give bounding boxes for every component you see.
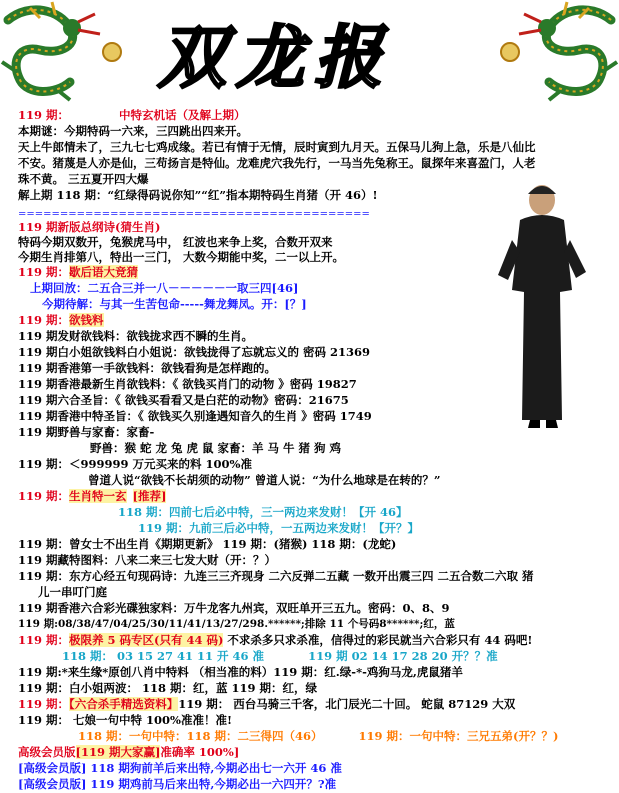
clue-line: 119 期野兽与家畜：家畜-: [18, 425, 155, 439]
poem-line: 特码今期双数开，兔猴虎马中， 红波也来争上奖，合数开双来: [18, 235, 333, 249]
number-line: 118 期： 03 15 27 41 11 开 46 准: [62, 649, 265, 663]
clue-line: 儿一串叮门庭: [38, 585, 107, 599]
issue-label: 119 期：: [18, 313, 70, 327]
answer-line: 解上期 118 期：“红绿得码说你知”“红”指本期特码生肖猪（开 46）!: [18, 188, 378, 202]
clue-line: 119 期： 七娘一句中特 100%准准！准!: [18, 713, 232, 727]
clue-line: 野兽：猴 蛇 龙 兔 虎 鼠 家畜：羊 马 牛 猪 狗 鸡: [90, 441, 342, 455]
right-dragon-icon: [501, 2, 617, 100]
hint-line: 118 期：一句中特：118 期：二三得四（46）: [78, 729, 323, 743]
clue-line: 119 期发财欲钱料：欲钱拢求西不瞬的生肖。: [18, 329, 254, 343]
riddle-line: 今期待解：与其一生苦包命-----舞龙舞凤。开：[？]: [42, 297, 307, 311]
separator: ==========================================: [18, 209, 370, 220]
hint-line: 119 期：九前三后必中特，一五两边来发财！【开？】: [138, 521, 420, 535]
accuracy-label: 准确率 100%]: [160, 745, 240, 759]
issue-label: 119 期：: [18, 489, 70, 503]
clue-line: 119 期藏特图料：八来二来三七发大财（开：？）: [18, 553, 277, 567]
clue-line: 119 期：东方心经五句现码诗：九连三三齐现身 二六反弹二五藏 一数开出震三四 二五合数二六取 猪: [18, 569, 534, 583]
poem-line: 今期生肖排第八，特出一三门， 大数今期能中奖，二一以上开。: [18, 250, 345, 264]
vip-heading: [119 期大家赢]: [75, 745, 161, 759]
poem-line: 不安。猪蔑是人亦是仙，三苟扬言是特仙。龙难虎穴我先行，一马当先兔称王。鼠探年来喜盈门，人老: [18, 156, 536, 170]
clue-line: 119 期六合圣旨：《 欲钱买看看又是白茫的动物》密码：21675: [18, 393, 349, 407]
person-figure: [490, 180, 590, 430]
hint-line: 119 期：一句中特：三兄五弟(开？？): [358, 729, 559, 743]
clue-line: 119 期香港中特圣旨：《 欲钱买久别逢遇知音久的生肖 》密码 1749: [18, 409, 372, 423]
issue-label: 119 期：: [18, 697, 70, 711]
section-heading: 歇后语大竞猜: [69, 265, 139, 279]
vip-label: 高级会员版: [18, 745, 76, 759]
poem-line: 珠不黄。 三五夏开四大爆: [18, 172, 149, 186]
riddle-line: 本期谜：今期特码一六来，三四跳出四来开。: [18, 124, 248, 138]
riddle-line: 上期回放：二五合三并一八－－－－－一取三四[46]: [30, 281, 299, 295]
poem-line: 天上牛郎情未了，三九七七鸡成缘。若已有情于无情，辰时寅到九月天。五保马儿狗上急，乐是八仙比: [18, 140, 536, 154]
issue-label: 119 期：: [18, 633, 70, 647]
clue-line: 119 期香港最新生肖欲钱料：《 欲钱买肖门的动物 》密码 19827: [18, 377, 357, 391]
left-dragon-icon: [2, 2, 121, 100]
vip-line: [高级会员版] 119 期鸡前马后来出特,今期必出一六四开？?准: [18, 777, 337, 791]
section-heading: 欲钱料: [69, 313, 104, 327]
issue-label: 119 期：: [18, 108, 70, 122]
clue-text: 不求杀多只求杀准，信得过的彩民就当六合彩只有 44 码吧!: [223, 633, 533, 647]
recommend-badge: [推荐]: [132, 489, 167, 503]
clue-line: 119 期香港六合彩光碟独家料：万牛龙客九州宾，双旺单开三五九。密码：0、8、9: [18, 601, 450, 615]
clue-line: 119 期：曾女士不出生肖《期期更新》 119 期：(猪猴) 118 期：(龙蛇): [18, 537, 397, 551]
clue-line: 119 期:*来生缘*原创八肖中特料 （相当准的料）119 期：红.绿-*-鸡狗马龙,虎鼠猪羊: [18, 665, 463, 679]
clue-line: 119 期：白小姐两波： 118 期：红，蓝 119 期：红，绿: [18, 681, 318, 695]
clue-line: 119 期香港第一手欲钱料：欲钱看狗是怎样跑的。: [18, 361, 277, 375]
clue-line: 曾道人说“欲钱不长胡须的动物” 曾道人说：“为什么地球是在转的？”: [88, 473, 441, 487]
section-heading: 生肖特一玄: [69, 489, 127, 503]
number-line: 119 期 02 14 17 28 20 开？？准: [308, 649, 498, 663]
section-heading: 中特玄机话（及解上期）: [119, 108, 246, 122]
section-heading: 119 期新版总纲诗(猜生肖): [18, 220, 161, 234]
clue-text: 119 期： 西台马骑三千客，北门辰光二十回。 蛇鼠 87129 大双: [178, 697, 516, 711]
section-heading: 【六合杀手精选资料】: [69, 697, 179, 711]
vip-line: [高级会员版] 118 期狗前羊后来出特,今期必出七一六开 46 准: [18, 761, 342, 775]
clue-line: 119 期:08/38/47/04/25/30/11/41/13/27/298.******;排除 11 个号码8******;红，蓝: [18, 618, 455, 630]
issue-label: 119 期：: [18, 265, 70, 279]
page-title: 双龙报: [158, 18, 393, 98]
section-heading: 极限养 5 码专区(只有 44 码): [69, 633, 224, 647]
clue-line: 119 期：＜999999 万元买来的料 100%准: [18, 457, 252, 471]
clue-line: 119 期白小姐欲钱料白小姐说：欲钱拢得了忘就忘义的 密码 21369: [18, 345, 371, 359]
hint-line: 118 期：四前七后必中特，三一两边来发财！【开 46】: [118, 505, 408, 519]
